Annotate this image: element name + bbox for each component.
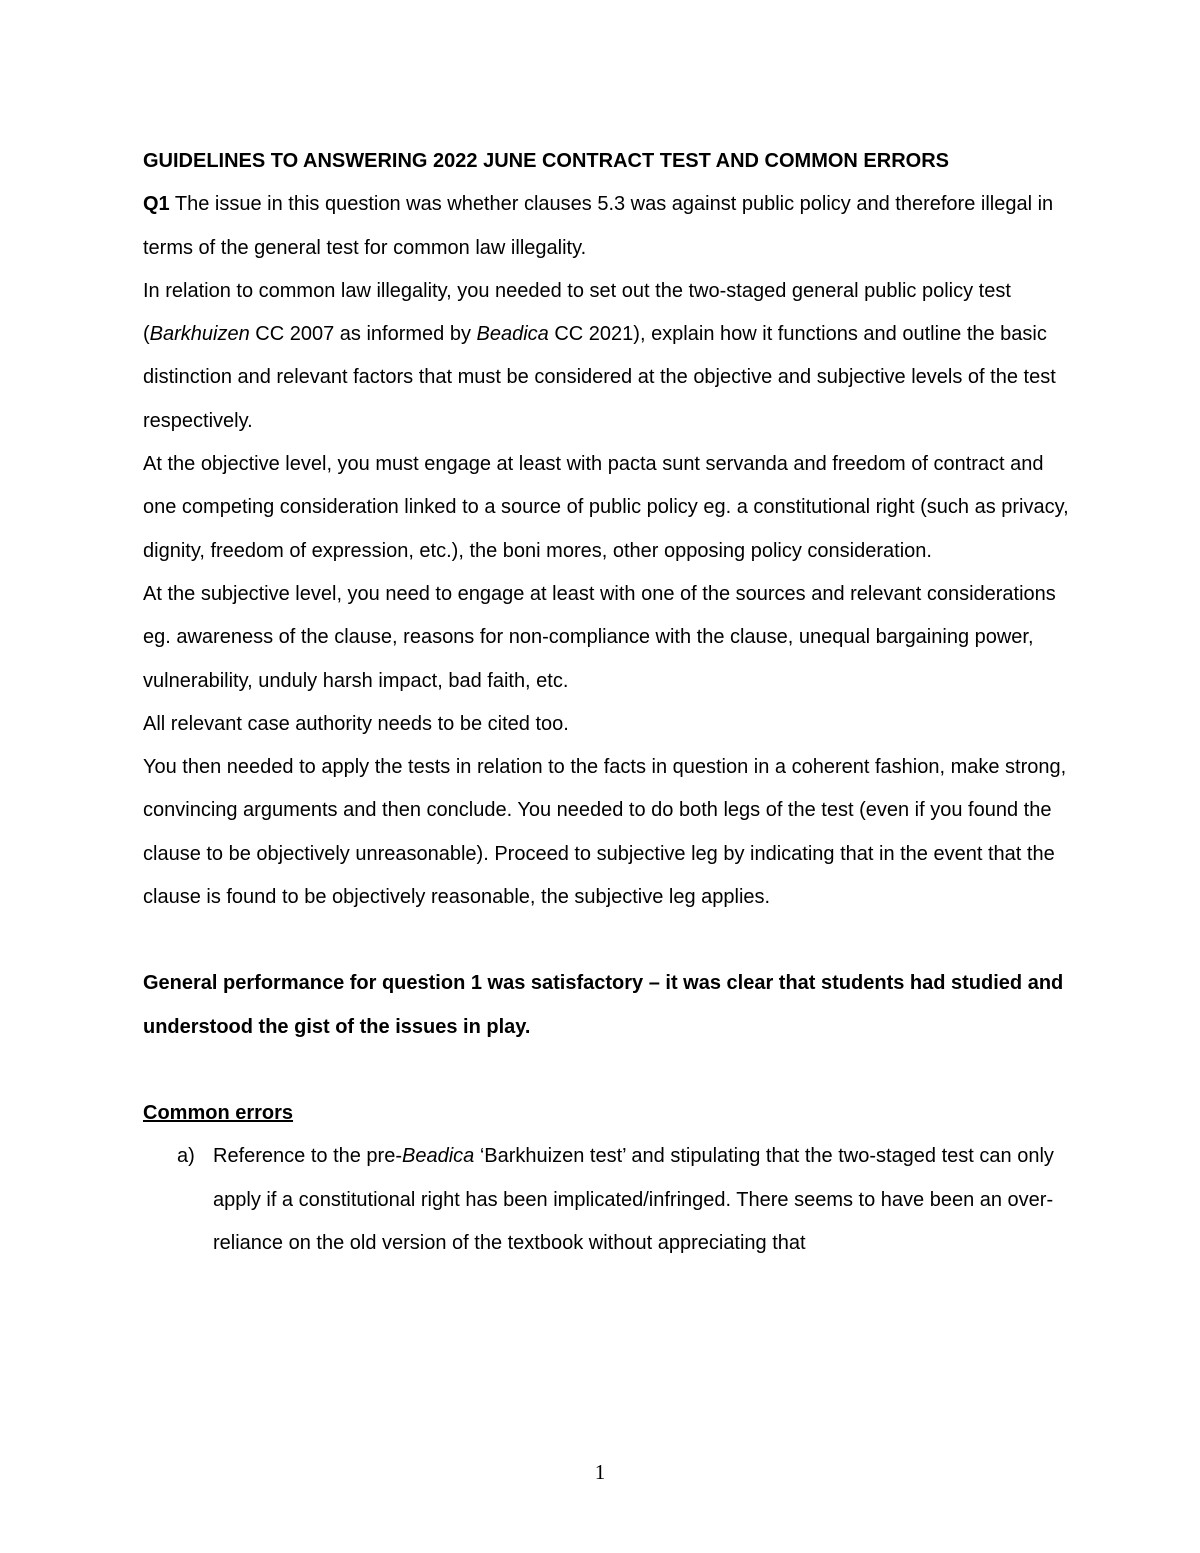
common-law-text-1: In relation to common law illegality, you needed to set out the two-staged general public policy test ( xyxy=(143,279,1011,346)
list-marker: a) xyxy=(177,1145,195,1168)
error-text-2: ‘Barkhuizen test’ and stipulating that the two-staged test can only apply if a constitutional right has been implicated/infringed. There seems to have been an over-reliance on the old version of the textbook without appreciating that xyxy=(213,1145,1054,1254)
spacer xyxy=(143,1049,1073,1092)
objective-level-paragraph: At the objective level, you must engage at least with pacta sunt servanda and freedom of contract and one competing consideration linked to a source of public policy eg. a constitutional right (such as privacy, dignity, freedom of expression, etc.), the boni mores, other opposing policy consideration. xyxy=(143,453,1069,562)
spacer xyxy=(143,919,1073,962)
application-paragraph: You then needed to apply the tests in relation to the facts in question in a coherent fashion, make strong, convincing arguments and then conclude. You needed to do both legs of the test (even if you found the clause to be objectively unreasonable). Proceed to subjective leg by indicating that in the event that the clause is found to be objectively reasonable, the subjective leg applies. xyxy=(143,756,1067,909)
document-body xyxy=(143,140,1073,1265)
common-errors-heading: Common errors xyxy=(143,1101,294,1124)
q1-text: The issue in this question was whether clauses 5.3 was against public policy and therefore illegal in terms of the general test for common law illegality. xyxy=(143,193,1054,259)
error-text-1: Reference to the pre- xyxy=(213,1145,402,1168)
q1-paragraph xyxy=(143,183,1073,270)
document-title: GUIDELINES TO ANSWERING 2022 JUNE CONTRACT TEST AND COMMON ERRORS xyxy=(143,150,949,172)
subjective-level-paragraph: At the subjective level, you need to engage at least with one of the sources and relevant considerations eg. awareness of the clause, reasons for non-compliance with the clause, unequal bargaining power, vulnerability, unduly harsh impact, bad faith, etc. xyxy=(143,582,1056,692)
case-name-beadica: Beadica xyxy=(402,1145,475,1168)
q1-label: Q1 xyxy=(143,193,170,216)
page-number: 1 xyxy=(594,1460,606,1484)
common-law-text-3: CC 2021), explain how it functions and outline the basic distinction and relevant factors that must be considered at the objective and subjective levels of the test respectively. xyxy=(143,323,1056,432)
case-name-barkhuizen: Barkhuizen xyxy=(149,323,250,346)
performance-paragraph: General performance for question 1 was satisfactory – it was clear that students had studied and understood the gist of the issues in play. xyxy=(143,972,1064,1038)
case-name-beadica: Beadica xyxy=(476,323,549,346)
common-law-paragraph xyxy=(143,270,1073,443)
common-law-text-2: CC 2007 as informed by xyxy=(249,323,477,346)
common-errors-list xyxy=(143,1135,1073,1265)
case-authority-paragraph: All relevant case authority needs to be cited too. xyxy=(143,712,569,735)
list-item xyxy=(143,1135,1073,1265)
